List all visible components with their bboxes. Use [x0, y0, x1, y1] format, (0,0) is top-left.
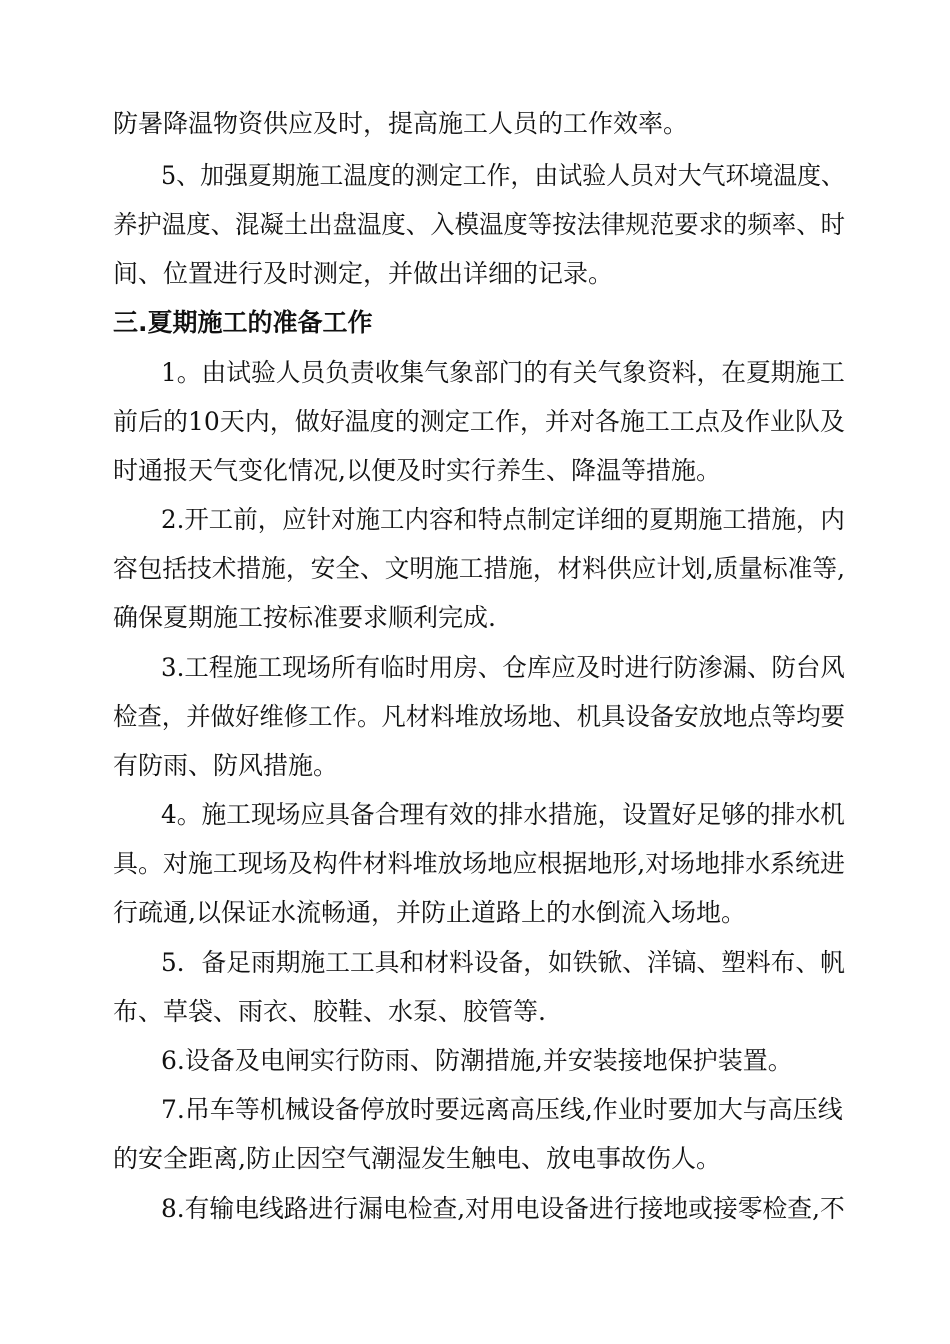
- line-text: 6.设备及电闸实行防雨、防潮措施,并安装接地保护装置。: [161, 1046, 793, 1075]
- line-text: 确保夏期施工按标准要求顺利完成.: [113, 603, 496, 632]
- text-line: [0, 353, 950, 393]
- text-line: [0, 104, 950, 144]
- line-text: 的安全距离,防止因空气潮湿发生触电、放电事故伤人。: [113, 1144, 721, 1173]
- line-text: 容包括技术措施，安全、文明施工措施，材料供应计划,质量标准等,: [113, 554, 845, 583]
- text-line: [0, 795, 950, 835]
- text-line: [0, 992, 950, 1032]
- line-text: 1。由试验人员负责收集气象部门的有关气象资料，在夏期施工: [161, 358, 845, 387]
- text-line: [0, 205, 950, 245]
- text-line: [0, 1090, 950, 1130]
- line-text: 具。对施工现场及构件材料堆放场地应根据地形,对场地排水系统进: [113, 849, 845, 878]
- text-line: [0, 156, 950, 196]
- text-line: [0, 844, 950, 884]
- line-text: 防暑降温物资供应及时，提高施工人员的工作效率。: [113, 109, 689, 138]
- text-line: [0, 943, 950, 983]
- line-text: 检查，并做好维修工作。凡材料堆放场地、机具设备安放地点等均要: [113, 702, 846, 731]
- line-text: 有防雨、防风措施。: [113, 751, 339, 780]
- line-text: 时通报天气变化情况,以便及时实行养生、降温等措施。: [113, 456, 721, 485]
- line-text: 布、草袋、雨衣、胶鞋、水泵、胶管等.: [113, 997, 546, 1026]
- text-line: [0, 549, 950, 589]
- text-line: [0, 1189, 950, 1229]
- text-line: [0, 254, 950, 294]
- line-text: 5、加强夏期施工温度的测定工作，由试验人员对大气环境温度、: [161, 161, 845, 190]
- text-line: [0, 1139, 950, 1179]
- line-text: 8.有输电线路进行漏电检查,对用电设备进行接地或接零检查,不: [161, 1194, 845, 1223]
- text-line: [0, 500, 950, 540]
- text-line: [0, 402, 950, 442]
- text-line: [0, 697, 950, 737]
- line-text: 行疏通,以保证水流畅通，并防止道路上的水倒流入场地。: [113, 898, 746, 927]
- line-text: 3.工程施工现场所有临时用房、仓库应及时进行防渗漏、防台风: [161, 653, 845, 682]
- text-line: [0, 648, 950, 688]
- text-line: [0, 893, 950, 933]
- section-heading: [0, 303, 950, 343]
- text-line: [0, 451, 950, 491]
- line-text: 间、位置进行及时测定，并做出详细的记录。: [113, 259, 614, 288]
- line-text: 4。施工现场应具备合理有效的排水措施，设置好足够的排水机: [161, 800, 845, 829]
- line-text: 养护温度、混凝土出盘温度、入模温度等按法律规范要求的频率、时: [113, 210, 846, 239]
- text-line: [0, 598, 950, 638]
- line-text: 2.开工前，应针对施工内容和特点制定详细的夏期施工措施，内: [161, 505, 845, 534]
- line-text: 前后的10天内，做好温度的测定工作，并对各施工工点及作业队及: [113, 407, 845, 436]
- section-heading-text: 三.夏期施工的准备工作: [113, 308, 373, 337]
- text-line: [0, 746, 950, 786]
- line-text: 5．备足雨期施工工具和材料设备，如铁锨、洋镐、塑料布、帆: [161, 948, 845, 977]
- text-line: [0, 1041, 950, 1081]
- line-text: 7.吊车等机械设备停放时要远离高压线,作业时要加大与高压线: [161, 1095, 843, 1124]
